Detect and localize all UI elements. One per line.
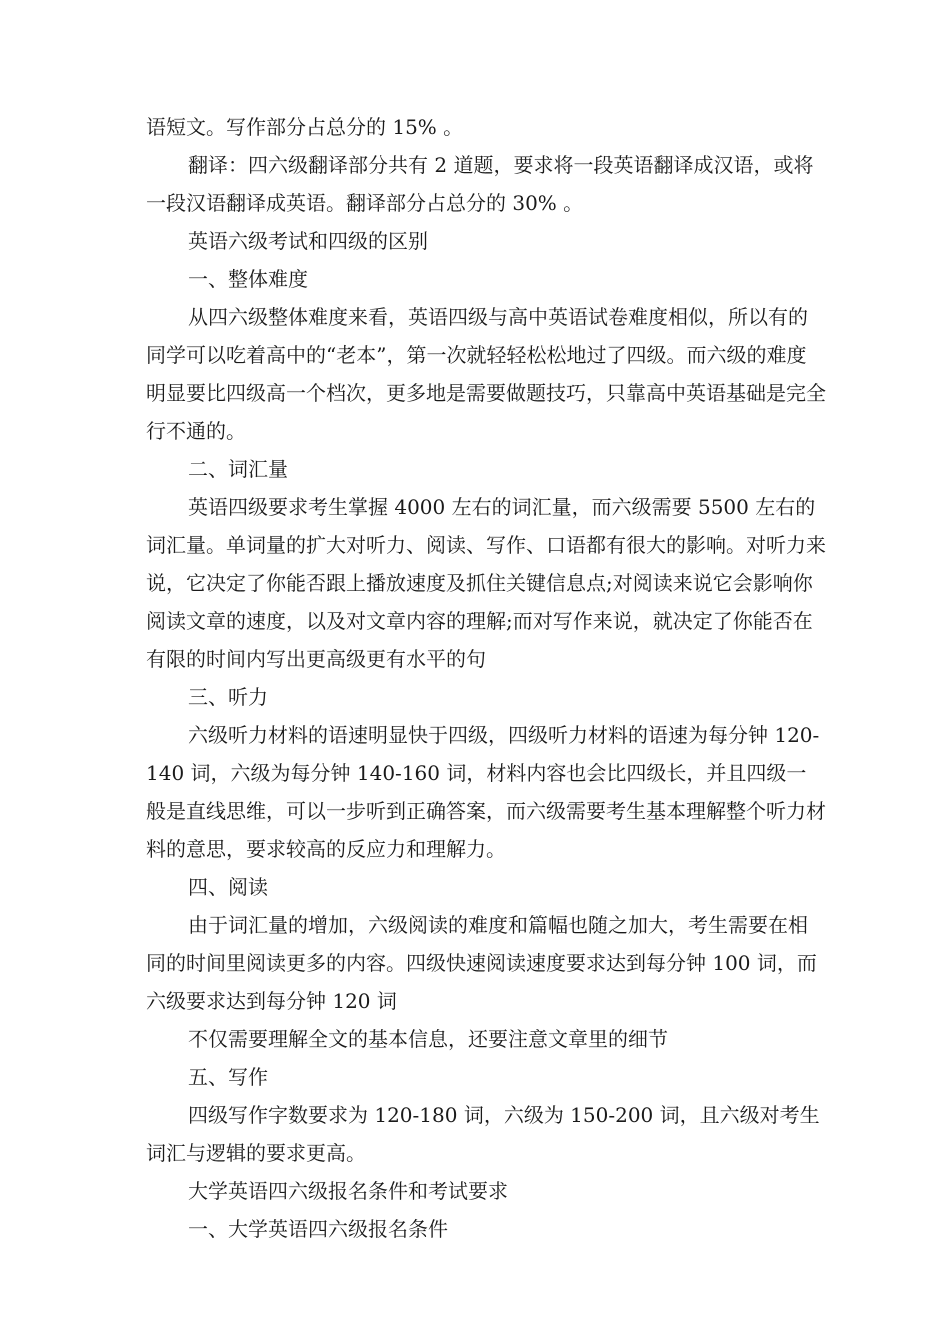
section-heading: 大学英语四六级报名条件和考试要求	[188, 1179, 508, 1203]
paragraph: 翻译：四六级翻译部分共有 2 道题，要求将一段英语翻译成汉语，或将一段汉语翻译成英语。翻译部分占总分的 30% 。	[146, 153, 814, 215]
paragraph: 从四六级整体难度来看，英语四级与高中英语试卷难度相似，所以有的同学可以吃着高中的“老本”，第一次就轻轻松松地过了四级。而六级的难度明显要比四级高一个档次，更多地是需要做题技巧，只靠高中英语基础是完全行不通的。	[146, 305, 826, 443]
paragraph: 由于词汇量的增加，六级阅读的难度和篇幅也随之加大，考生需要在相同的时间里阅读更多的内容。四级快速阅读速度要求达到每分钟 100 词，而六级要求达到每分钟 120 词	[146, 913, 817, 1013]
subsection-heading: 一、大学英语四六级报名条件	[188, 1217, 448, 1241]
paragraph: 四级写作字数要求为 120-180 词，六级为 150-200 词，且六级对考生词汇与逻辑的要求更高。	[146, 1103, 820, 1165]
paragraph: 六级听力材料的语速明显快于四级，四级听力材料的语速为每分钟 120-140 词，六级为每分钟 140-160 词，材料内容也会比四级长，并且四级一般是直线思维，可以一步听到正确答案，而六级需要考生基本理解整个听力材料的意思，要求较高的反应力和理解力。	[146, 723, 826, 861]
subsection-heading: 一、整体难度	[188, 267, 308, 291]
document-page	[146, 108, 826, 1248]
paragraph: 英语四级要求考生掌握 4000 左右的词汇量，而六级需要 5500 左右的词汇量。单词量的扩大对听力、阅读、写作、口语都有很大的影响。对听力来说，它决定了你能否跟上播放速度及抓住关键信息点;对阅读来说它会影响你阅读文章的速度，以及对文章内容的理解;而对写作来说，就决定了你能否在有限的时间内写出更高级更有水平的句	[146, 495, 826, 671]
section-heading: 英语六级考试和四级的区别	[188, 229, 428, 253]
subsection-heading: 五、写作	[188, 1065, 268, 1089]
subsection-heading: 三、听力	[188, 685, 268, 709]
paragraph: 语短文。写作部分占总分的 15% 。	[146, 115, 464, 139]
paragraph: 不仅需要理解全文的基本信息，还要注意文章里的细节	[188, 1027, 668, 1051]
subsection-heading: 二、词汇量	[188, 457, 288, 481]
subsection-heading: 四、阅读	[188, 875, 268, 899]
